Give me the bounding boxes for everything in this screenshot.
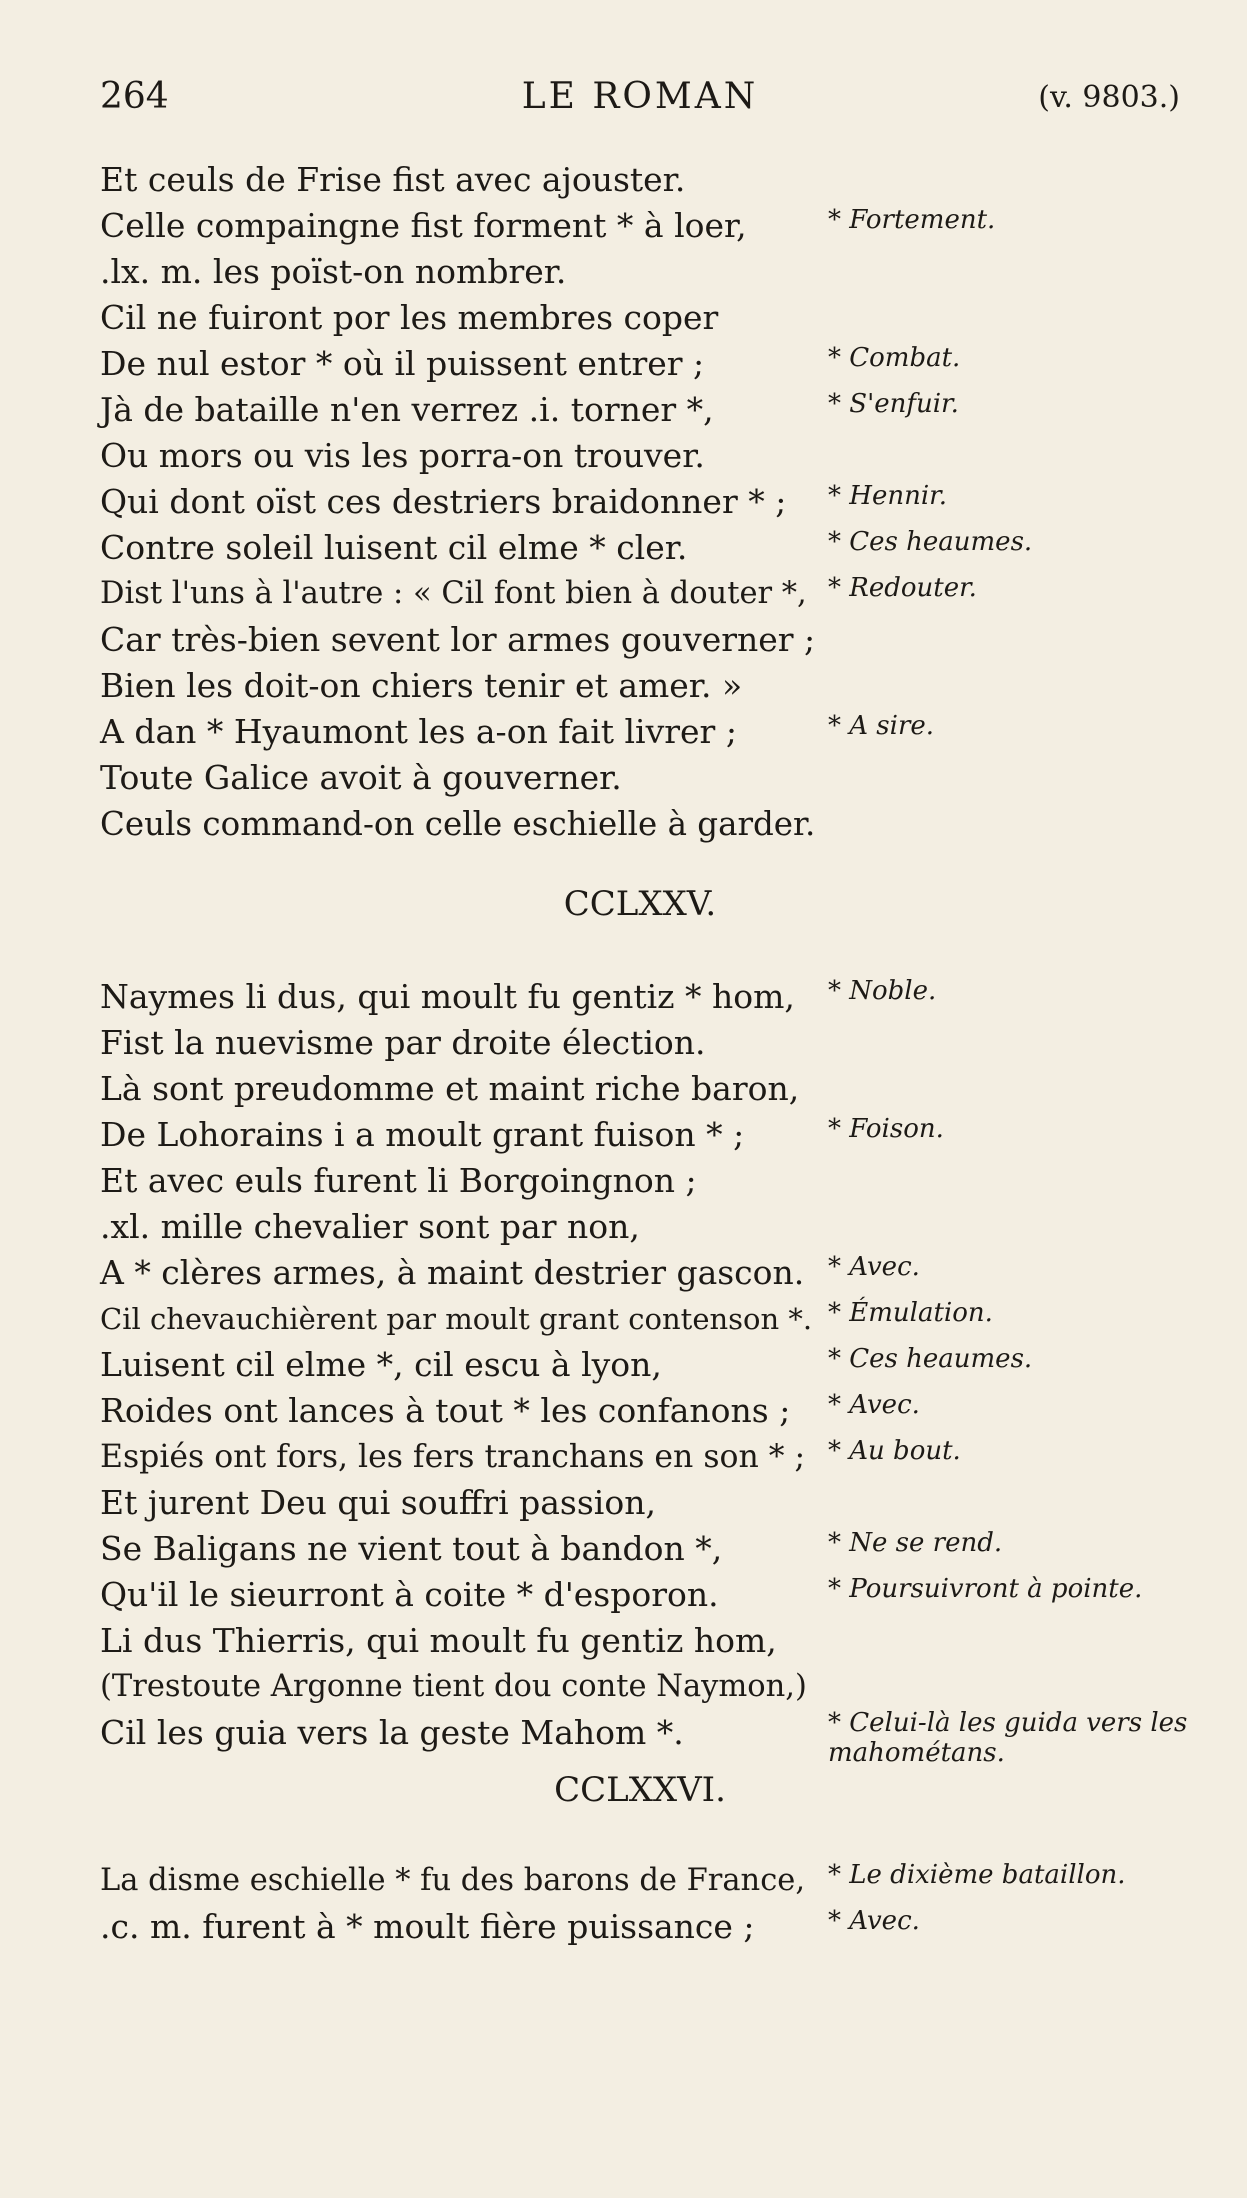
verse-line — [100, 974, 1180, 1020]
verse-line — [100, 387, 1180, 433]
verse-line — [100, 1618, 1180, 1664]
gloss-note: * Ne se rend. — [828, 1528, 1003, 1558]
stanza-3 — [100, 1858, 1180, 1950]
verse-text: Roides ont lances à tout * les confanons ; — [100, 1391, 791, 1430]
verse-line — [100, 1158, 1180, 1204]
stanza-2 — [100, 974, 1188, 1768]
verse-text: Cil les guia vers la geste Mahom *. — [100, 1713, 684, 1752]
gloss-note: * Poursuivront à pointe. — [828, 1574, 1143, 1604]
verse-line — [100, 1434, 1180, 1480]
verse-text: Celle compaingne fist forment * à loer, — [100, 206, 747, 245]
gloss-note: * Celui-là les guida vers les mahométans. — [828, 1708, 1188, 1768]
gloss-note: * S'enfuir. — [828, 389, 959, 419]
verse-line — [100, 1250, 1180, 1296]
page-number: 264 — [100, 76, 169, 117]
gloss-note: * Avec. — [828, 1252, 920, 1282]
verse-text: Toute Galice avoit à gouverner. — [100, 758, 622, 797]
verse-line — [100, 663, 1180, 709]
verse-text: Et avec euls furent li Borgoingnon ; — [100, 1161, 697, 1200]
verse-text: Se Baligans ne vient tout à bandon *, — [100, 1529, 723, 1568]
verse-text: .lx. m. les poïst-on nombrer. — [100, 252, 567, 291]
verse-text: Naymes li dus, qui moult fu gentiz * hom, — [100, 977, 795, 1016]
verse-text: Ceuls command-on celle eschielle à garder. — [100, 805, 816, 843]
verse-text: .xl. mille chevalier sont par non, — [100, 1207, 640, 1246]
verse-line — [100, 1020, 1180, 1066]
running-header — [100, 76, 1180, 126]
verse-text: Qui dont oïst ces destriers braidonner * ; — [100, 482, 787, 521]
verse-line — [100, 1904, 1180, 1950]
verse-text: Et jurent Deu qui souffri passion, — [100, 1483, 656, 1522]
verse-line — [100, 1480, 1180, 1526]
section-heading: CCLXXV. — [563, 884, 717, 924]
verse-text: Espiés ont fors, les fers tranchans en son * ; — [100, 1439, 806, 1475]
gloss-note: * Émulation. — [828, 1298, 993, 1328]
verse-text: Bien les doit-on chiers tenir et amer. » — [100, 666, 743, 705]
verse-text: Jà de bataille n'en verrez .i. torner *, — [100, 390, 714, 429]
gloss-note: * Au bout. — [828, 1436, 961, 1466]
verse-line — [100, 709, 1180, 755]
gloss-note: * Foison. — [828, 1114, 944, 1144]
verse-text: De Lohorains i a moult grant fuison * ; — [100, 1115, 745, 1154]
verse-text: A * clères armes, à maint destrier gascon. — [100, 1253, 805, 1292]
gloss-note: * Avec. — [828, 1390, 920, 1420]
verse-text: Fist la nuevisme par droite élection. — [100, 1023, 706, 1062]
verse-line — [100, 525, 1180, 571]
verse-text: Contre soleil luisent cil elme * cler. — [100, 528, 688, 567]
verse-text: Qu'il le sieurront à coite * d'esporon. — [100, 1575, 719, 1614]
verse-line — [100, 1204, 1180, 1250]
verse-line — [100, 1066, 1180, 1112]
verse-text: Luisent cil elme *, cil escu à lyon, — [100, 1345, 662, 1384]
gloss-note: * Ces heaumes. — [828, 527, 1033, 557]
verse-line — [100, 295, 1180, 341]
verse-line — [100, 801, 1180, 847]
verse-text: La disme eschielle * fu des barons de France, — [100, 1863, 806, 1898]
verse-text: Et ceuls de Frise fist avec ajouster. — [100, 160, 686, 199]
verse-text: Ou mors ou vis les porra-on trouver. — [100, 436, 705, 475]
verse-line — [100, 203, 1180, 249]
verse-line — [100, 1708, 1188, 1768]
verse-text: .c. m. furent à * moult fière puissance ; — [100, 1907, 755, 1946]
verse-text: (Trestoute Argonne tient dou conte Naymon,) — [100, 1669, 807, 1704]
verse-text: Car très-bien sevent lor armes gouverner ; — [100, 620, 816, 659]
gloss-note: * Avec. — [828, 1906, 920, 1936]
verse-line — [100, 1572, 1180, 1618]
verse-text: Cil chevauchièrent par moult grant contenson *. — [100, 1302, 813, 1336]
verse-line — [100, 1664, 1180, 1710]
verse-line — [100, 433, 1180, 479]
verse-line — [100, 1342, 1180, 1388]
verse-text: Dist l'uns à l'autre : « Cil font bien à douter *, — [100, 576, 807, 611]
stanza-1 — [100, 157, 1180, 847]
verse-line — [100, 1296, 1180, 1342]
verse-text: A dan * Hyaumont les a-on fait livrer ; — [100, 712, 737, 751]
verse-line — [100, 1526, 1180, 1572]
verse-line — [100, 479, 1180, 525]
gloss-note: * Le dixième bataillon. — [828, 1860, 1126, 1890]
verse-line — [100, 1858, 1180, 1904]
verse-reference: (v. 9803.) — [1038, 80, 1180, 115]
section-heading: CCLXXVI. — [554, 1770, 726, 1810]
gloss-note: * Combat. — [828, 343, 961, 373]
verse-line — [100, 249, 1180, 295]
gloss-note: * Noble. — [828, 976, 937, 1006]
verse-line — [100, 157, 1180, 203]
verse-line — [100, 755, 1180, 801]
verse-line — [100, 341, 1180, 387]
verse-text: De nul estor * où il puissent entrer ; — [100, 344, 705, 383]
gloss-note: * A sire. — [828, 711, 935, 741]
verse-line — [100, 571, 1180, 617]
verse-line — [100, 1388, 1180, 1434]
verse-text: Li dus Thierris, qui moult fu gentiz hom, — [100, 1621, 777, 1660]
gloss-note: * Hennir. — [828, 481, 947, 511]
gloss-note: * Fortement. — [828, 205, 996, 235]
verse-text: Là sont preudomme et maint riche baron, — [100, 1069, 800, 1108]
verse-text: Cil ne fuiront por les membres coper — [100, 298, 719, 337]
verse-line — [100, 617, 1180, 663]
gloss-note: * Redouter. — [828, 573, 977, 603]
verse-line — [100, 1112, 1180, 1158]
running-title: LE ROMAN — [521, 76, 759, 117]
gloss-note: * Ces heaumes. — [828, 1344, 1033, 1374]
